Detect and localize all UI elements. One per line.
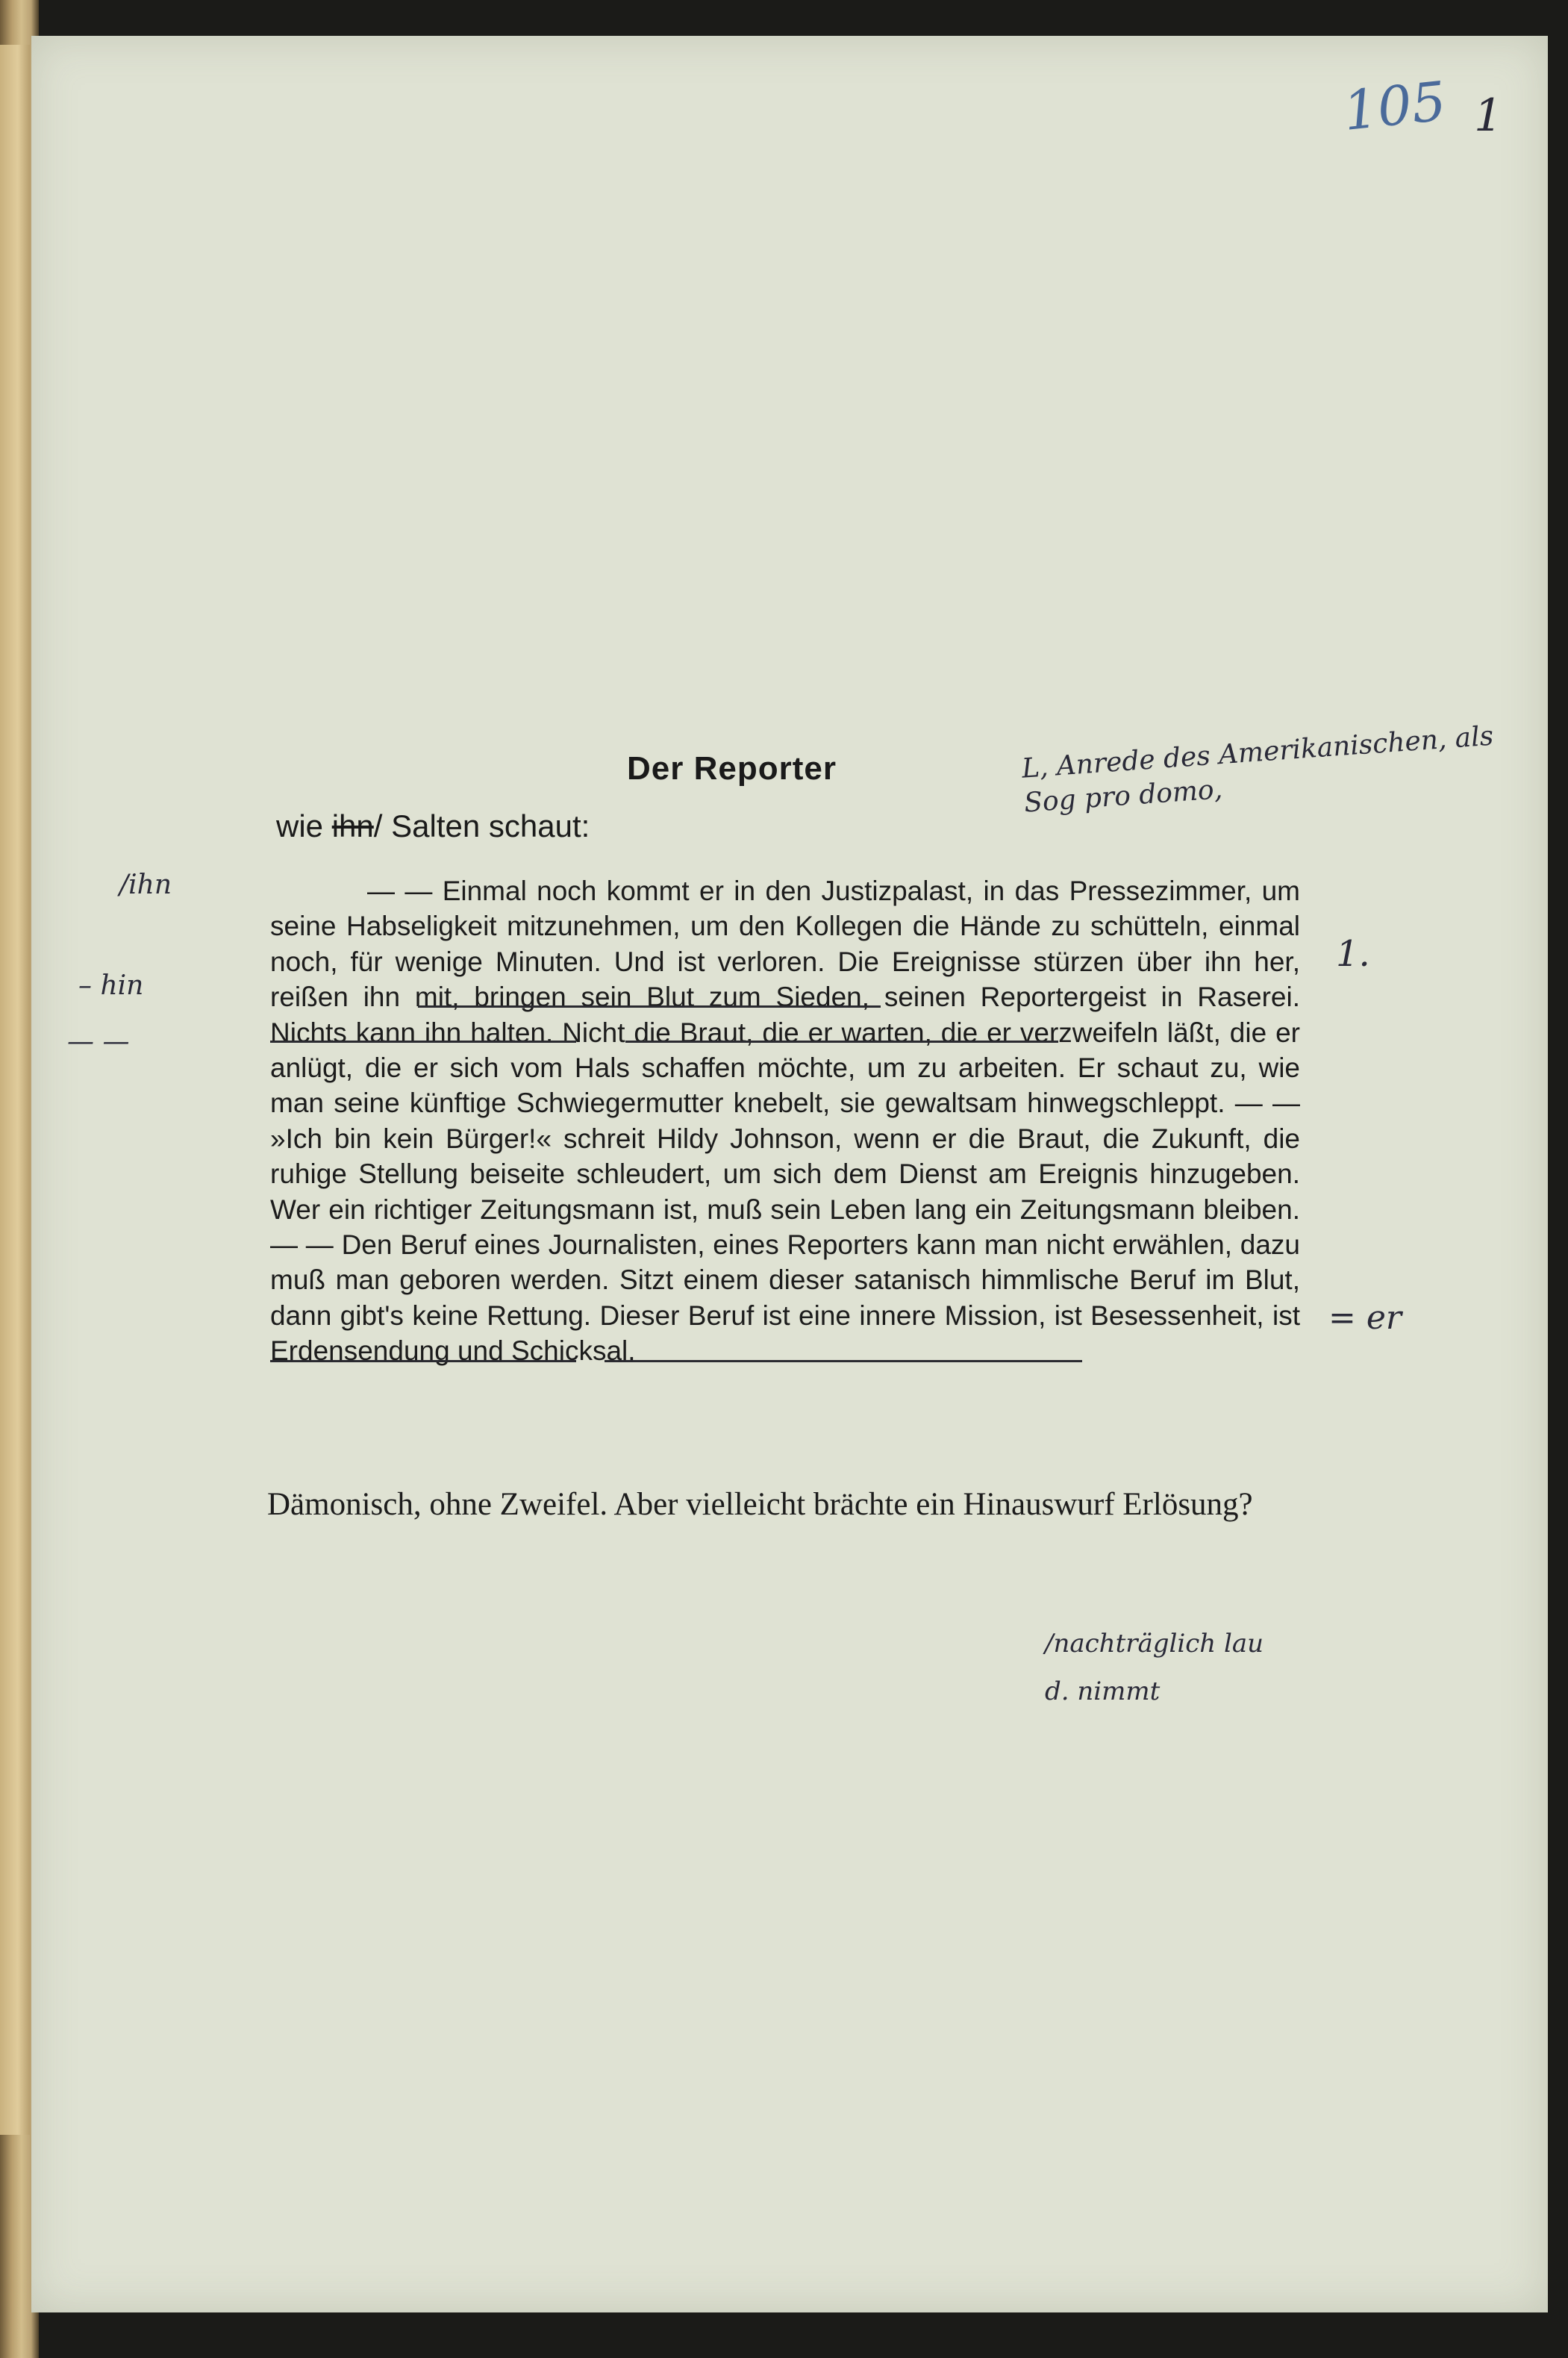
underline-erwaehlen [270, 1360, 576, 1362]
article-paragraph: — — Einmal noch kommt er in den Justizpalast, in das Pressezimmer, um seine Habseligkeit mitzunehmen, um den Kollegen die Hände zu schütteln, einmal noch, für wenige Minuten. Und ist verloren. Die Ereignisse stürzen über ihn her, reißen ihn mit, bringen sein Blut zum Sieden, seinen Reportergeist in Raserei. Nichts kann ihn halten. Nicht die Braut, die er warten, die er verzweifeln läßt, die er anlügt, die er sich vom Hals schaffen möchte, um zu arbeiten. Er schaut zu, wie man seine künftige Schwiegermutter knebelt, sie gewaltsam hinwegschleppt. — — »Ich bin kein Bürger!« schreit Hildy Johnson, wenn er die Braut, die Zukunft, die ruhige Stellung beiseite schleudert, um sich dem Dienst am Ereignis hinzugeben. Wer ein richtiger Zeitungsmann ist, muß sein Leben lang ein Zeitungsmann bleiben. — — Den Beruf eines Journalisten, eines Reporters kann man nicht erwählen, dazu muß man geboren werden. Sitzt einem dieser satanisch himmlische Beruf im Blut, dann gibt's keine Rettung. Dieser Beruf ist eine innere Mission, ist Besessenheit, ist Erdensendung und Schicksal. [270, 876, 1300, 1367]
folio-number: 105 [1340, 69, 1449, 143]
margin-note-ihn: /ihn [119, 870, 172, 900]
underline-reportergeist [625, 1041, 1058, 1043]
margin-note-hin: – hin [78, 970, 144, 1001]
adjacent-page-edge [0, 45, 30, 2135]
underline-geboren [605, 1360, 1082, 1362]
byline-rest: Salten schaut: [391, 808, 590, 843]
insertion-mark: / [373, 808, 383, 843]
folio-mark: 1 [1474, 90, 1503, 142]
byline-struck-word: ihn [331, 808, 374, 843]
underline-ereignisse [418, 1005, 881, 1008]
closing-block [267, 1484, 1305, 1526]
byline [276, 808, 590, 844]
byline-prefix: wie [276, 808, 324, 843]
handwritten-bottom-note: /nachträglich lau d. nimmt [1045, 1629, 1264, 1706]
article-body [270, 873, 1300, 1369]
handwritten-top-right: L, Anrede des Amerikanischen, als Sog pro domo, [1020, 720, 1495, 819]
article-title: Der Reporter [627, 750, 837, 787]
margin-note-er: = er [1328, 1299, 1402, 1337]
margin-note-one: 1. [1336, 933, 1370, 975]
underline-blut [270, 1041, 576, 1043]
closing-sentence: Dämonisch, ohne Zweifel. Aber vielleicht brächte ein Hinauswurf Erlösung? [267, 1487, 1253, 1522]
margin-note-dashes: — — [67, 1026, 130, 1057]
